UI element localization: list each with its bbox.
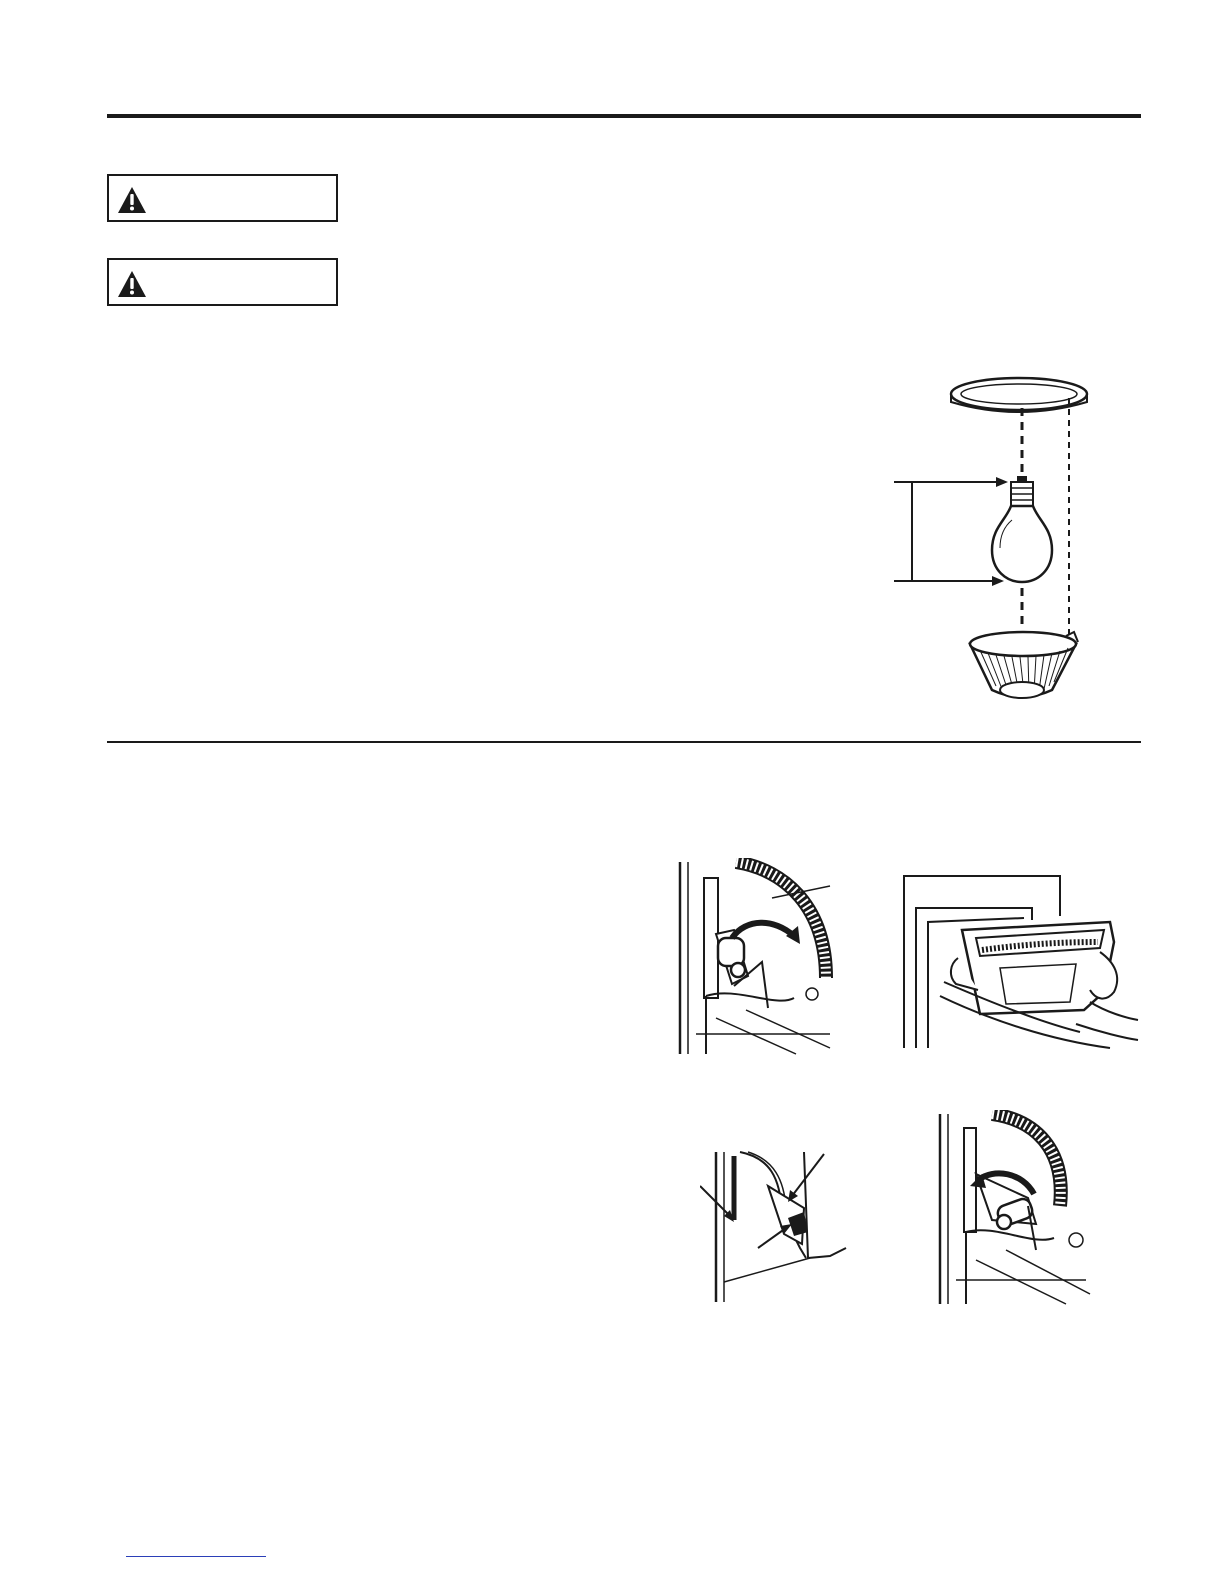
hinge-lock-return-illustration — [936, 1110, 1096, 1306]
warning-triangle-icon — [117, 270, 147, 298]
light-bulb-assembly-diagram — [888, 360, 1118, 710]
section-divider-top — [107, 114, 1141, 118]
warning-box-2 — [107, 258, 338, 306]
warning-triangle-icon — [117, 186, 147, 214]
door-removal-illustration — [900, 872, 1140, 1052]
section-divider-middle — [107, 741, 1141, 743]
door-hinge-lock-illustration — [676, 858, 836, 1056]
hinge-slot-illustration — [700, 1148, 850, 1304]
footer-link-underline[interactable] — [126, 1556, 266, 1557]
warning-box-1 — [107, 174, 338, 222]
